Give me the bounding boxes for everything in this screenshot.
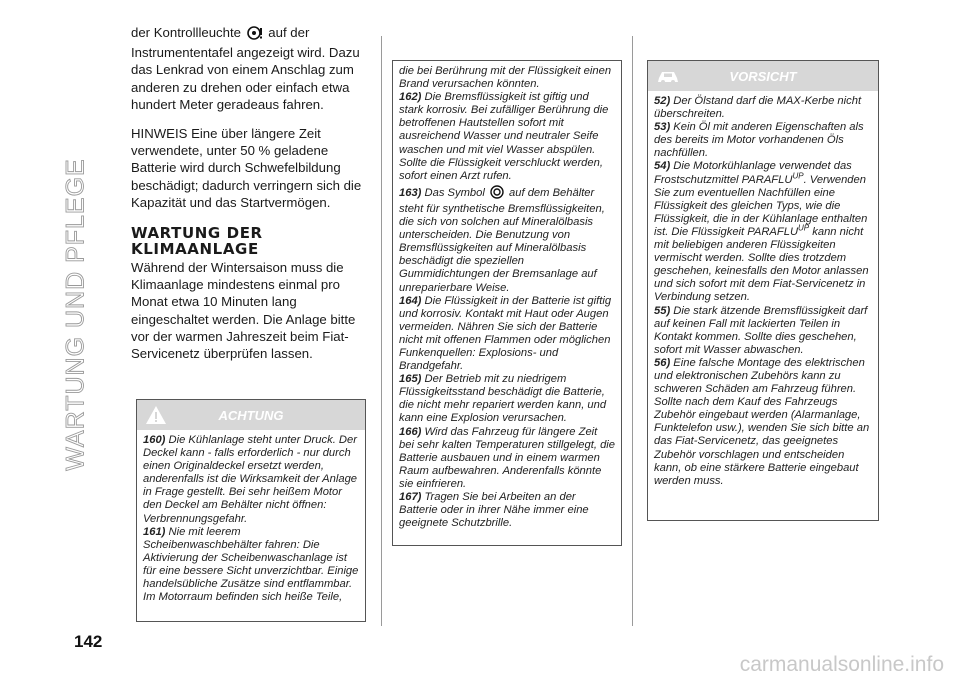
achtung-continuation-box (392, 60, 622, 546)
achtung-header (137, 400, 365, 430)
list-item: 54) Die Motorkühlanlage verwendet das Frostschutzmittel $PARAFLU^{UP}$. Verwenden Sie zum eventuellen Nachfüllen eine Flüssigkeit des gleichen Typs, wie die Flüssigkeit, die in der Kühlanlage enthalten ist. Die Flüssigkeit $PARAFLU^{UP}$ kann nicht mit beliebigen anderen Flüssigkeiten vermischt werden. Sollte dies trotzdem geschehen, keinesfalls den Motor anlassen und sich sofort mit dem Fiat-Servicenetz in Verbindung setzen. (654, 160, 869, 304)
paragraph: Während der Wintersaison muss die Klimaanlage mindestens einmal pro Monat etwa 10 Minuten lang eingeschaltet werden. Die Anlage bitte vor der warmen Jahreszeit beim Fiat-Servicenetz überprüfen lassen. (131, 260, 356, 362)
achtung-title: ACHTUNG (218, 408, 284, 423)
achtung-continuation-body (393, 61, 621, 534)
vorsicht-body (648, 91, 878, 492)
paragraph: HINWEIS Eine über längere Zeit verwendete, unter 50 % geladene Batterie wird durch Schwefelbildung beschädigt; dadurch verringern sich die Kapazität und das Startvermögen. (131, 126, 362, 210)
achtung-body (137, 430, 365, 608)
achtung-box (136, 399, 366, 622)
list-item: 160) Die Kühlanlage steht unter Druck. Der Deckel kann - falls erforderlich - nur durch einen Originaldeckel ersetzt werden, anderenfalls ist die Wirksamkeit der Anlage in Frage gestellt. Bei sehr heißem Motor den Deckel am Behälter nicht öffnen: Verbrennungsgefahr. (143, 434, 358, 525)
list-item: 163) Das Symbol auf dem Behälter steht für synthetische Bremsflüssigkeiten, die sich von solchen auf Mineralölbasis unterscheiden. Die Benutzung von Bremsflüssigkeiten auf Mineralölbasis beschädigt die speziellen Gummidichtungen der Bremsanlage auf unreparierbare Weise. (399, 186, 605, 294)
list-item: 165) Der Betrieb mit zu niedrigem Flüssigkeitsstand beschädigt die Batterie, die nicht mehr repariert werden kann, und kann eine Explosion verursachen. (399, 373, 607, 425)
paragraph: der Kontrollleuchte auf der Instrumententafel angezeigt wird. Dazu das Lenkrad von einem Anschlag zum anderen zu drehen oder einfach etwa hundert Meter geradeaus fahren. (131, 25, 360, 112)
list-item: 167) Tragen Sie bei Arbeiten an der Batterie oder in ihrer Nähe immer eine geeignete Schutzbrille. (399, 491, 589, 530)
list-item: 161) Nie mit leerem Scheibenwaschbehälter fahren: Die Aktivierung der Scheibenwaschanlage ist für eine bessere Sicht unverzichtbar. Einige handelsübliche Zusätze sind entflammbar. Im Motorraum befinden sich heiße Teile, (143, 525, 359, 604)
list-item: 162) Die Bremsflüssigkeit ist giftig und stark korrosiv. Bei zufälliger Berührung die betroffenen Hautstellen sofort mit ausreichend Wasser und neutraler Seife waschen und mit viel Wasser abspülen. Sollte die Flüssigkeit verschluckt werden, sofort einen Arzt rufen. (399, 91, 609, 182)
vorsicht-header (648, 61, 878, 91)
column-1 (131, 24, 365, 362)
side-title: WARTUNG UND PFLEGE (61, 158, 90, 471)
list-item: 164) Die Flüssigkeit in der Batterie ist giftig und korrosiv. Kontakt mit Haut oder Augen vermeiden. Nähren Sie sich der Batterie nicht mit offenen Flammen oder möglichen Funkenquellen: Explosions- und Brandgefahr. (399, 294, 612, 373)
column-divider (632, 36, 633, 626)
watermark: carmanualsonline.info (739, 653, 944, 676)
list-item: 166) Wird das Fahrzeug für längere Zeit bei sehr kalten Temperaturen stillgelegt, die Batterie ausbauen und in einem warmen Raum aufbewahren. Anderenfalls könnte sie einfrieren. (399, 425, 616, 490)
list-item: 52) Der Ölstand darf die MAX-Kerbe nicht überschreiten. (654, 95, 862, 121)
steering-warning-icon (247, 26, 263, 44)
vorsicht-title: VORSICHT (729, 69, 797, 84)
section-heading: WARTUNG DER KLIMAANLAGE (131, 224, 263, 259)
paragraph: die bei Berührung mit der Flüssigkeit einen Brand verursachen könnten. (399, 65, 612, 91)
list-item: 53) Kein Öl mit anderen Eigenschaften als des bereits im Motor vorhandenen Öls nachfüllen. (654, 121, 864, 160)
column-divider (381, 36, 382, 626)
page-number: 142 (74, 632, 103, 651)
brake-fluid-symbol-icon (490, 185, 504, 203)
list-item: 56) Eine falsche Montage des elektrischen und elektronischen Zubehörs kann zu schweren Schäden am Fahrzeug führen. Sollte nach dem Kauf des Fahrzeugs Zubehör eingebaut werden (Alarmanlage, Funktelefon usw.), wenden Sie sich bitte an das Fiat-Servicenetz, das geeignetes Zubehör vorschlagen und entscheiden kann, ob eine stärkere Batterie eingebaut werden muss. (654, 356, 870, 487)
vorsicht-box (647, 60, 879, 521)
list-item: 55) Die stark ätzende Bremsflüssigkeit darf auf keinen Fall mit lackierten Teilen in Kontakt kommen. Sollte dies geschehen, sofort mit Wasser abwaschen. (654, 304, 868, 356)
